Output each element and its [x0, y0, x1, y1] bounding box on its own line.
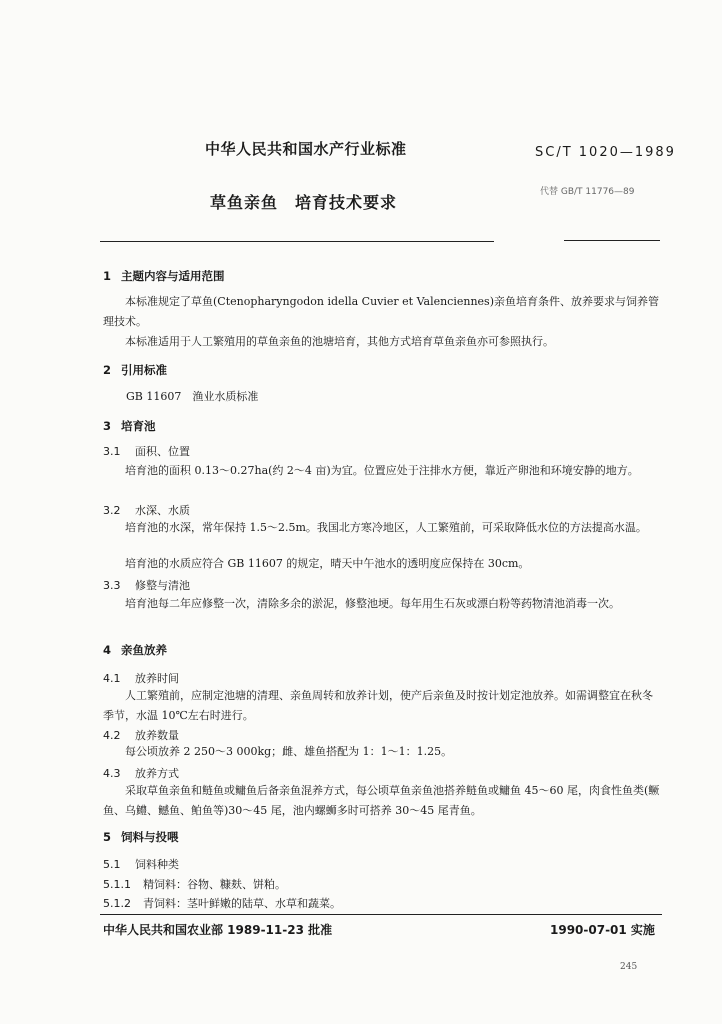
- referenced-standard: GB 11607 渔业水质标准: [126, 390, 259, 403]
- subsection-title: 水深、水质: [135, 504, 190, 517]
- section-title: 饲料与投喂: [121, 830, 179, 844]
- effective-date: 1990-07-01 实施: [550, 923, 655, 937]
- subsection-title: 饲料种类: [135, 858, 179, 871]
- section-3-1-paragraph: 培育池的面积 0.13～0.27ha(约 2～4 亩)为宜。位置应处于注排水方便，靠近产卵池和环境安静的地方。: [125, 464, 639, 477]
- subsection-title: 放养方式: [135, 767, 179, 780]
- section-5-1-heading: [103, 856, 179, 872]
- standard-number: SC/T 1020—1989: [535, 145, 676, 160]
- section-1-heading: [103, 268, 225, 284]
- section-title: 培育池: [121, 419, 156, 433]
- subsection-number: 3.3: [103, 579, 121, 592]
- section-number: 4: [103, 643, 112, 657]
- subsection-number: 4.3: [103, 767, 121, 780]
- item-text: 精饲料：谷物、糠麸、饼粕。: [143, 878, 286, 891]
- section-3-3-paragraph: 培育池每二年应修整一次，清除多余的淤泥，修整池埂。每年用生石灰或漂白粉等药物清池消毒一次。: [125, 597, 620, 610]
- section-title: 引用标准: [121, 363, 167, 377]
- subsection-number: 5.1: [103, 858, 121, 871]
- replaces-note: 代替 GB/T 11776—89: [540, 187, 635, 197]
- section-4-2-paragraph: 每公顷放养 2 250～3 000kg；雌、雄鱼搭配为 1：1～1：1.25。: [125, 745, 453, 758]
- section-5-1-2-item: [103, 895, 341, 911]
- item-text: 青饲料：茎叶鲜嫩的陆草、水草和蔬菜。: [143, 897, 341, 910]
- section-3-2-heading: [103, 502, 190, 518]
- footer-divider: [100, 914, 662, 915]
- subsection-title: 修整与清池: [135, 579, 190, 592]
- section-4-3-heading: [103, 765, 179, 781]
- section-title: 主题内容与适用范围: [121, 269, 225, 283]
- section-4-2-heading: [103, 727, 179, 743]
- section-3-2-paragraph-1: 培育池的水深，常年保持 1.5～2.5m。我国北方寒冷地区，人工繁殖前，可采取降低水位的方法提高水温。: [125, 521, 647, 534]
- section-3-1-heading: [103, 443, 190, 459]
- section-4-heading: [103, 642, 167, 658]
- section-1-paragraph-1: 本标准规定了草鱼(Ctenopharyngodon idella Cuvier et Valenciennes)亲鱼培育条件、放养要求与饲养管理技术。: [103, 295, 659, 328]
- section-4-1-heading: [103, 670, 179, 686]
- header-divider-right: [564, 240, 660, 241]
- document-title: 草鱼亲鱼 培育技术要求: [210, 193, 398, 212]
- subsection-title: 面积、位置: [135, 445, 190, 458]
- subsection-title: 放养数量: [135, 729, 179, 742]
- header-divider-left: [100, 241, 494, 242]
- section-4-3-paragraph: 采取草鱼亲鱼和鲢鱼或鳙鱼后备亲鱼混养方式，每公顷草鱼亲鱼池搭养鲢鱼或鳙鱼 45～60 尾，肉食性鱼类(鳜鱼、乌鳢、鳡鱼、鲌鱼等)30～45 尾，池内螺蛳多时可搭养 30～45 尾青鱼。: [103, 784, 660, 817]
- section-number: 2: [103, 363, 112, 377]
- section-5-1-1-item: [103, 876, 286, 892]
- section-4-1-paragraph: 人工繁殖前，应制定池塘的清理、亲鱼周转和放养计划，使产后亲鱼及时按计划定池放养。如需调整宜在秋冬季节，水温 10℃左右时进行。: [103, 689, 653, 722]
- section-title: 亲鱼放养: [121, 643, 167, 657]
- subsection-number: 4.2: [103, 729, 121, 742]
- subsection-number: 4.1: [103, 672, 121, 685]
- section-3-3-heading: [103, 577, 190, 593]
- section-number: 3: [103, 419, 112, 433]
- section-number: 1: [103, 269, 112, 283]
- section-number: 5: [103, 830, 112, 844]
- org-title: 中华人民共和国水产行业标准: [205, 140, 407, 158]
- section-3-2-paragraph-2: 培育池的水质应符合 GB 11607 的规定，晴天中午池水的透明度应保持在 30cm。: [125, 557, 530, 570]
- section-3-heading: [103, 418, 156, 434]
- section-5-heading: [103, 829, 179, 845]
- item-number: 5.1.2: [103, 897, 131, 910]
- subsection-title: 放养时间: [135, 672, 179, 685]
- page-number: 245: [620, 962, 638, 972]
- section-2-heading: [103, 362, 167, 378]
- subsection-number: 3.2: [103, 504, 121, 517]
- item-number: 5.1.1: [103, 878, 131, 891]
- subsection-number: 3.1: [103, 445, 121, 458]
- section-1-paragraph-2: 本标准适用于人工繁殖用的草鱼亲鱼的池塘培育，其他方式培育草鱼亲鱼亦可参照执行。: [125, 335, 554, 348]
- approval-statement: 中华人民共和国农业部 1989-11-23 批准: [103, 923, 333, 937]
